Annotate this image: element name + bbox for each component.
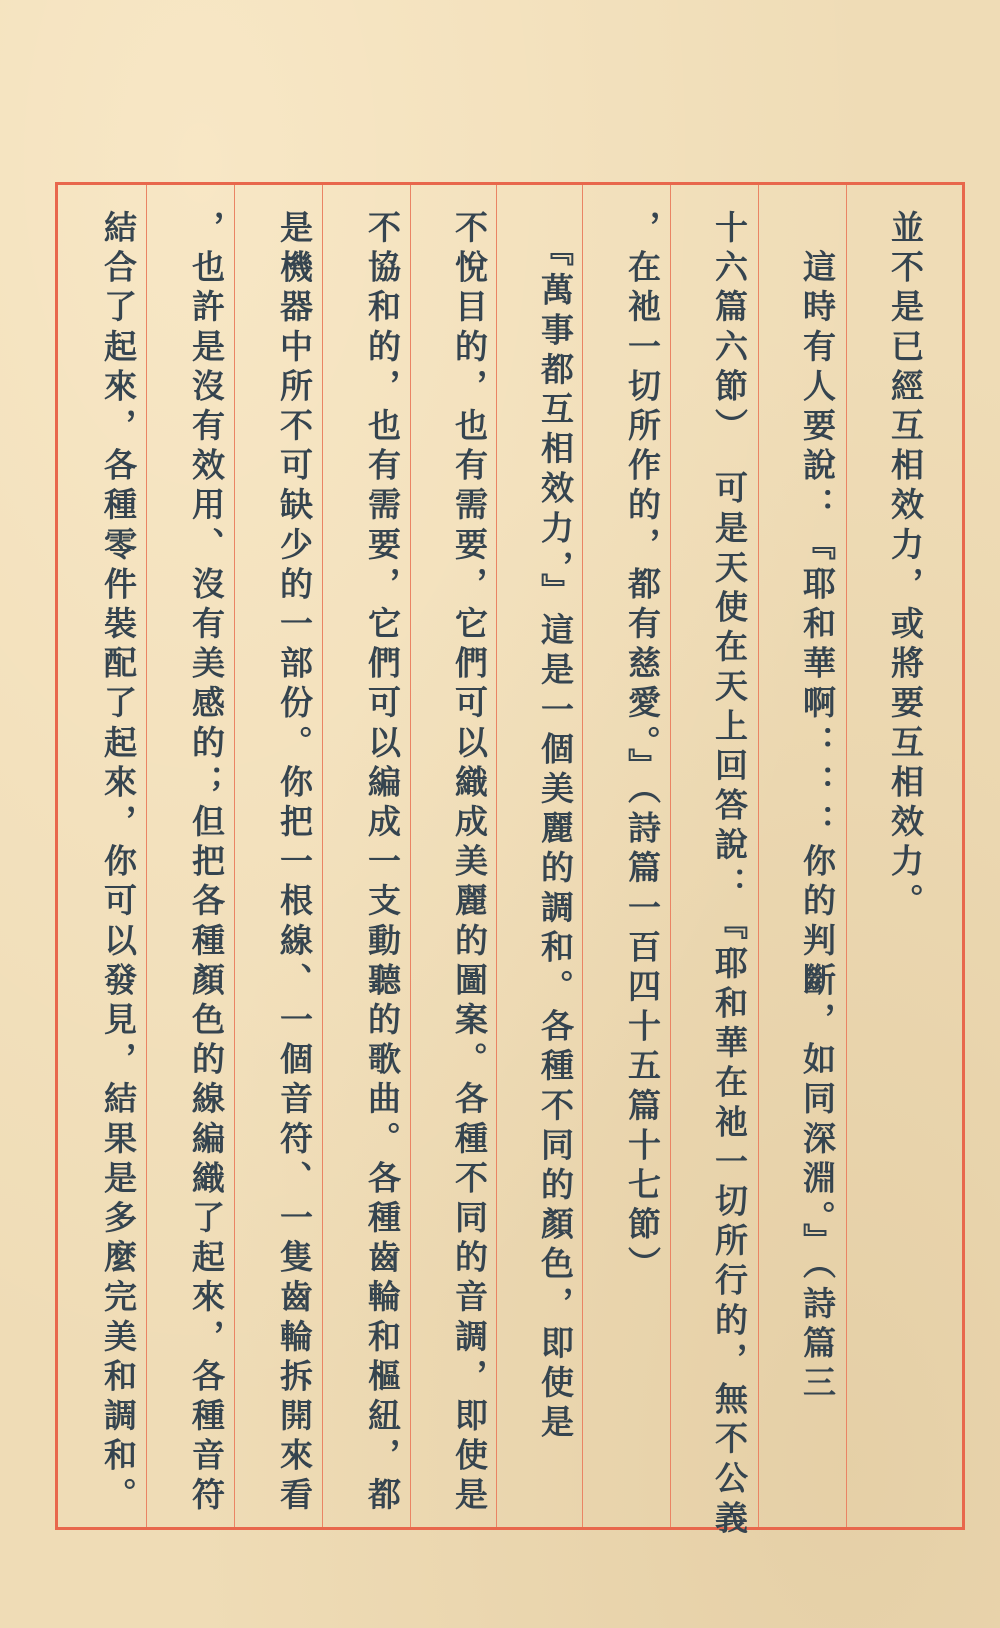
column-rule — [146, 185, 147, 1527]
column-rule — [410, 185, 411, 1527]
page-frame — [55, 182, 965, 1540]
text-column-5: 『萬事都互相效力，』這是一個美麗的調和。各種不同的顏色，即使是 — [536, 210, 575, 1445]
text-column-4: ，在祂一切所作的，都有慈愛。』（詩篇一百四十五篇十七節） — [623, 210, 662, 1286]
text-column-7: 不協和的，也有需要，它們可以編成一支動聽的歌曲。各種齒輪和樞紐，都 — [363, 210, 402, 1517]
text-column-2: 這時有人要說：『耶和華啊：：：你的判斷，如同深淵。』（詩篇三 — [798, 210, 837, 1405]
column-rule — [322, 185, 323, 1527]
text-column-9: ，也許是沒有效用、沒有美感的；但把各種顏色的線編織了起來，各種音符 — [187, 210, 226, 1517]
text-column-3: 十六篇六節） 可是天使在天上回答說：『耶和華在祂一切所行的，無不公義 — [710, 210, 749, 1540]
column-rule — [582, 185, 583, 1527]
column-rule — [670, 185, 671, 1527]
column-rule — [758, 185, 759, 1527]
column-rule — [496, 185, 497, 1527]
text-column-6: 不悅目的，也有需要，它們可以織成美麗的圖案。各種不同的音調，即使是 — [450, 210, 489, 1517]
text-column-8: 是機器中所不可缺少的一部份。你把一根線、一個音符、一隻齒輪拆開來看 — [275, 210, 314, 1517]
column-rule — [234, 185, 235, 1527]
text-column-10: 結合了起來，各種零件裝配了起來，你可以發見，結果是多麼完美和調和。 — [99, 210, 138, 1517]
column-rule — [846, 185, 847, 1527]
text-column-1: 並不是已經互相效力，或將要互相效力。 — [886, 210, 925, 923]
